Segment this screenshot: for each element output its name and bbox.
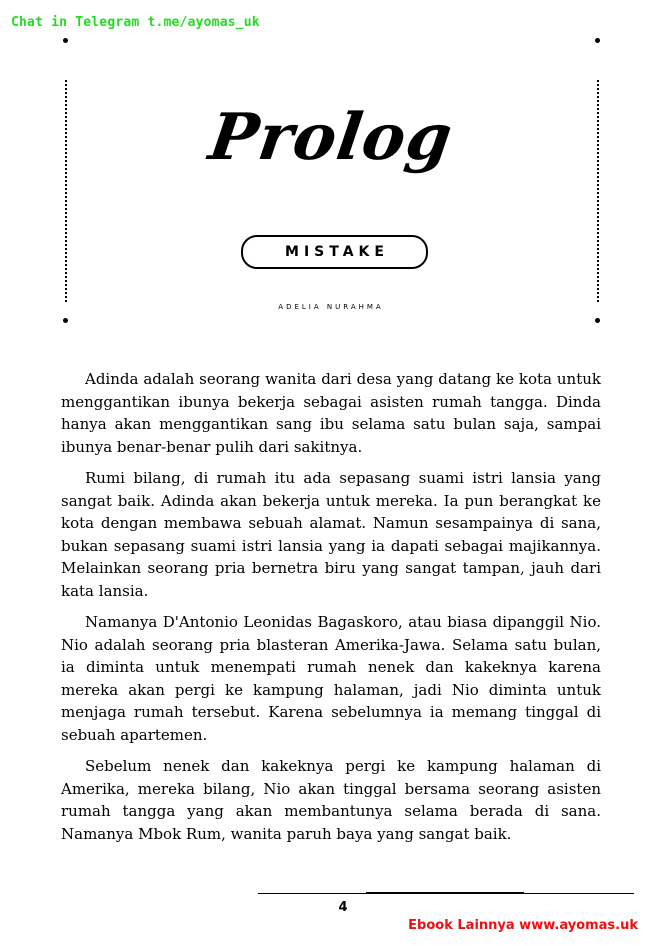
paragraph: Adinda adalah seorang wanita dari desa yang datang ke kota untuk menggantikan ibunya bekerja sebagai asisten rumah tangga. Dinda hanya akan menggantikan sang ibu selama satu bulan saja, sampai ibunya benar-benar pulih dari sakitnya. [61, 370, 601, 456]
page-number: 4 [338, 900, 348, 915]
paragraph: Namanya D'Antonio Leonidas Bagaskoro, atau biasa dipanggil Nio. Nio adalah seorang pria blasteran Amerika-Jawa. Selama satu bulan, ia diminta untuk menempati rumah nenek dan kakeknya karena mereka akan pergi ke kampung halaman, jadi Nio diminta untuk menjaga rumah tersebut. Karena sebelumnya ia memang tinggal di sebuah apartemen. [61, 613, 601, 744]
frame-corner-dot-bottom-left [63, 318, 68, 323]
footer-divider-accent [366, 892, 524, 894]
frame-corner-dot-top-right [595, 38, 600, 43]
ebook-link[interactable]: Ebook Lainnya www.ayomas.uk [408, 918, 638, 933]
author-name: ADELIA NURAHMA [278, 303, 384, 311]
body-text [61, 368, 601, 854]
chapter-subtitle-badge [241, 235, 428, 269]
chapter-title: Prolog [204, 100, 458, 175]
frame-corner-dot-top-left [63, 38, 68, 43]
frame-corner-dot-bottom-right [595, 318, 600, 323]
paragraph: Sebelum nenek dan kakeknya pergi ke kampung halaman di Amerika, mereka bilang, Nio akan tinggal bersama seorang asisten rumah tangga yang akan membantunya selama berada di sana. Namanya Mbok Rum, wanita paruh baya yang sangat baik. [61, 757, 601, 843]
telegram-link[interactable]: Chat in Telegram t.me/ayomas_uk [11, 15, 260, 30]
chapter-subtitle: MISTAKE [285, 244, 389, 260]
paragraph: Rumi bilang, di rumah itu ada sepasang suami istri lansia yang sangat baik. Adinda akan bekerja untuk mereka. Ia pun berangkat ke kota dengan membawa sebuah alamat. Namun sesampainya di sana, bukan sepasang suami istri lansia yang ia dapati sebagai majikannya. Melainkan seorang pria bernetra biru yang sangat tampan, jauh dari kata lansia. [61, 469, 601, 600]
